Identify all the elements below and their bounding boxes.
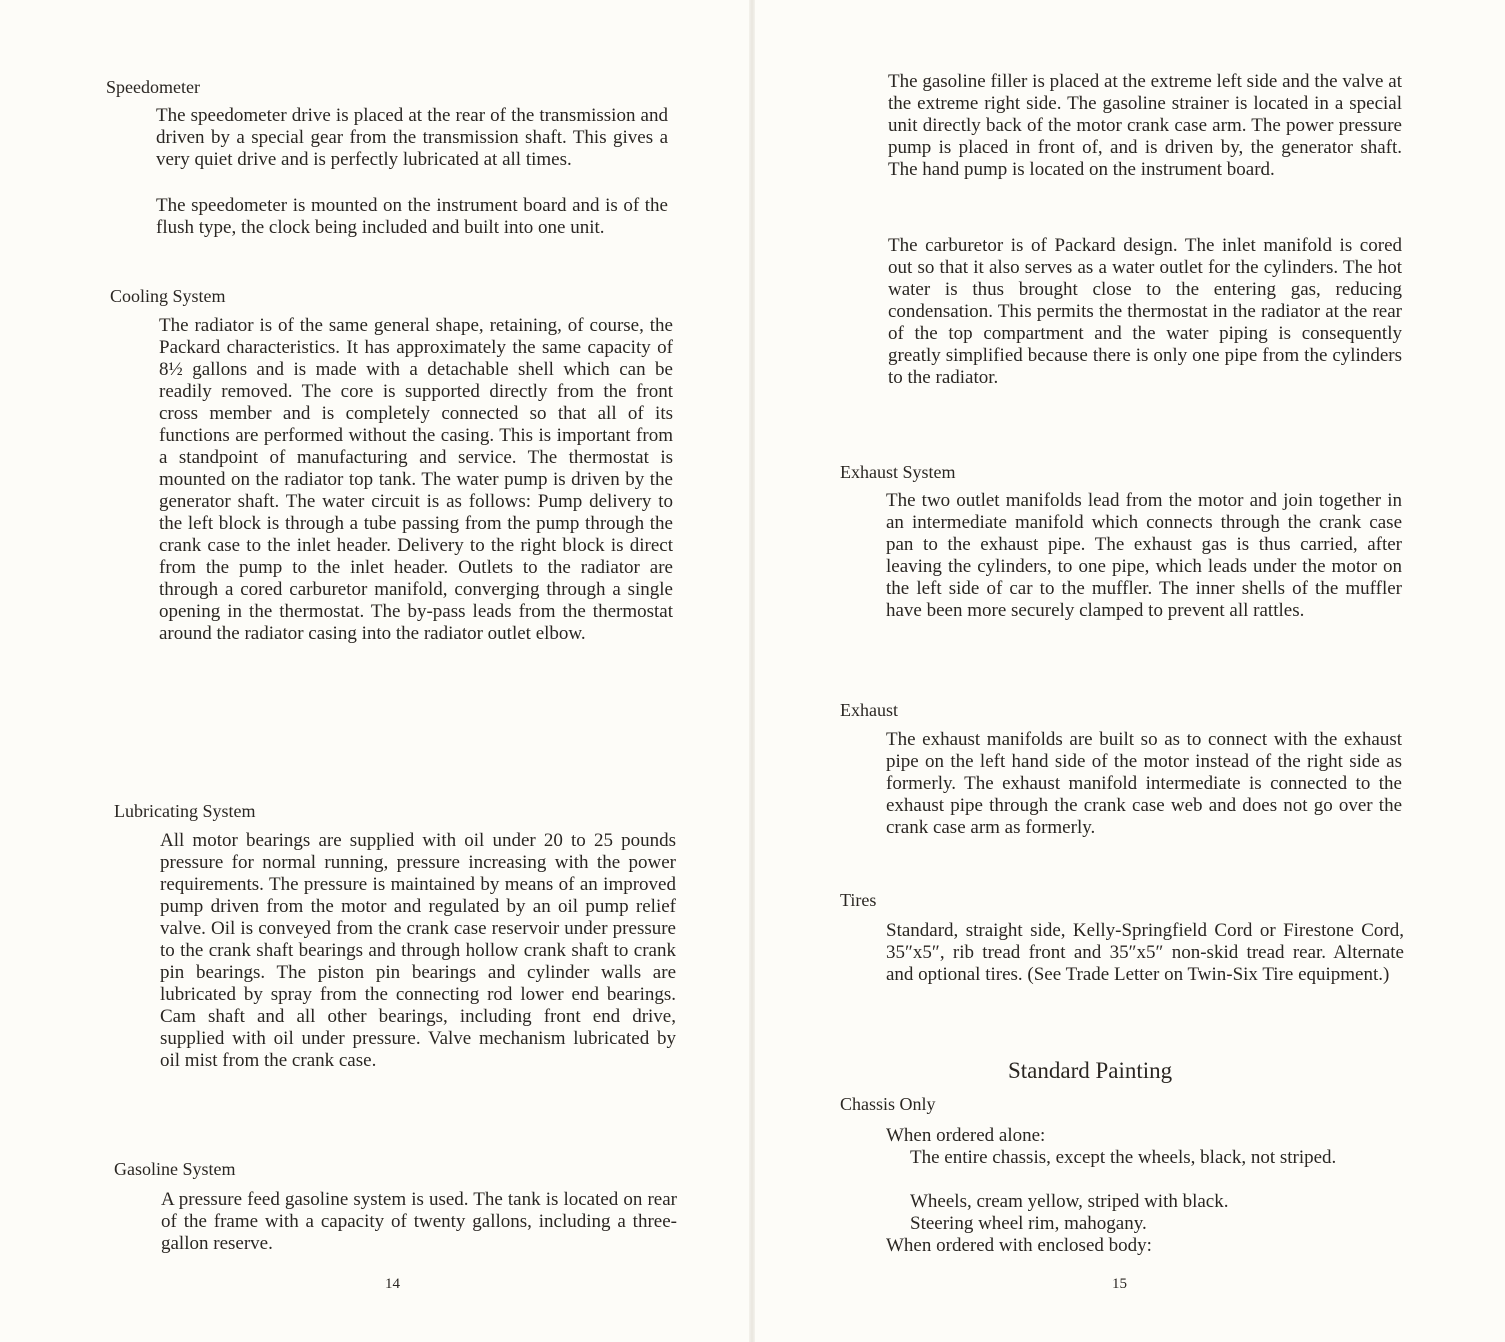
lubricating-system-paragraph: All motor bearings are supplied with oil under 20 to 25 pounds pressure for normal running, pressure increasing with the power requirements. The pressure is maintained by means of an improved pump driven from the motor and regulated by an oil pump relief valve. Oil is conveyed from the crank case reservoir under pressure to the crank shaft bearings and through hollow crank shaft to crank pin bearings. The piston pin bearings and cylinder walls are lubricated by spray from the connecting rod lower end bearings. Cam shaft and all other bearings, including front end drive, supplied with oil under pressure. Valve mechanism lubricated by oil mist from the crank case. [160, 830, 676, 1071]
exhaust-system-heading: Exhaust System [840, 462, 956, 482]
tires-paragraph: Standard, straight side, Kelly-Springfield Cord or Firestone Cord, 35″x5″, rib tread front and 35″x5″ non-skid tread rear. Alternate and optional tires. (See Trade Letter on Twin-Six Tire equipment.) [886, 920, 1404, 985]
cooling-system-paragraph: The radiator is of the same general shape, retaining, of course, the Packard characteristics. It has approximately the same capacity of 8½ gallons and is made with a detachable shell which can be readily removed. The core is supported directly from the front cross member and is completely connected so that all of its functions are performed without the casing. This is important from a standpoint of manufacturing and service. The thermostat is mounted on the radiator top tank. The water pump is driven by the generator shaft. The water circuit is as follows: Pump delivery to the left block is through a tube passing from the pump through the crank case to the inlet header. Delivery to the right block is direct from the pump to the inlet header. Outlets to the radiator are through a cored carburetor manifold, converging through a single opening in the thermostat. The by-pass leads from the thermostat around the radiator casing into the radiator outlet elbow. [159, 315, 673, 644]
painting-line-chassis-black: The entire chassis, except the wheels, black, not striped. [910, 1147, 1337, 1168]
tires-heading: Tires [840, 890, 877, 910]
painting-line-steering-wheel: Steering wheel rim, mahogany. [910, 1213, 1147, 1234]
exhaust-system-paragraph: The two outlet manifolds lead from the motor and join together in an intermediate manifold which connects through the crank case pan to the exhaust pipe. The exhaust gas is thus carried, after leaving the cylinders, to one pipe, which leads under the motor on the left side of car to the muffler. The inner shells of the muffler have been more securely clamped to prevent all rattles. [886, 490, 1402, 621]
page-number-right: 15 [1112, 1276, 1127, 1292]
gasoline-system-paragraph: A pressure feed gasoline system is used. The tank is located on rear of the frame with a capacity of twenty gallons, including a three-gallon reserve. [161, 1189, 677, 1254]
cooling-system-heading: Cooling System [110, 286, 226, 306]
left-page [0, 0, 752, 1342]
gasoline-system-heading: Gasoline System [114, 1159, 236, 1179]
gasoline-continued-paragraph-1: The gasoline filler is placed at the extreme left side and the valve at the extreme right side. The gasoline strainer is located in a special unit directly back of the motor crank case arm. The power pressure pump is placed in front of, and is driven by, the generator shaft. The hand pump is located on the instrument board. [888, 71, 1402, 180]
right-page [752, 0, 1505, 1342]
painting-line-wheels: Wheels, cream yellow, striped with black. [910, 1191, 1229, 1212]
exhaust-heading: Exhaust [840, 700, 898, 720]
painting-line-ordered-alone: When ordered alone: [886, 1125, 1046, 1146]
standard-painting-heading: Standard Painting [1008, 1058, 1173, 1083]
speedometer-heading: Speedometer [106, 77, 200, 97]
page-number-left: 14 [385, 1276, 400, 1292]
exhaust-paragraph: The exhaust manifolds are built so as to connect with the exhaust pipe on the left hand side of the motor instead of the right side as formerly. The exhaust manifold intermediate is connected to the exhaust pipe through the crank case web and does not go over the crank case arm as formerly. [886, 729, 1402, 838]
chassis-only-heading: Chassis Only [840, 1094, 936, 1114]
speedometer-paragraph-2: The speedometer is mounted on the instrument board and is of the flush type, the clock being included and built into one unit. [156, 195, 668, 238]
gasoline-continued-paragraph-2: The carburetor is of Packard design. The inlet manifold is cored out so that it also serves as a water outlet for the cylinders. The hot water is thus brought close to the entering gas, reducing condensation. This permits the thermostat in the radiator at the rear of the top compartment and the water piping is consequently greatly simplified because there is only one pipe from the cylinders to the radiator. [888, 235, 1402, 388]
painting-line-enclosed-body: When ordered with enclosed body: [886, 1235, 1152, 1256]
lubricating-system-heading: Lubricating System [114, 801, 256, 821]
speedometer-paragraph-1: The speedometer drive is placed at the rear of the transmission and driven by a special gear from the transmission shaft. This gives a very quiet drive and is perfectly lubricated at all times. [156, 105, 668, 170]
